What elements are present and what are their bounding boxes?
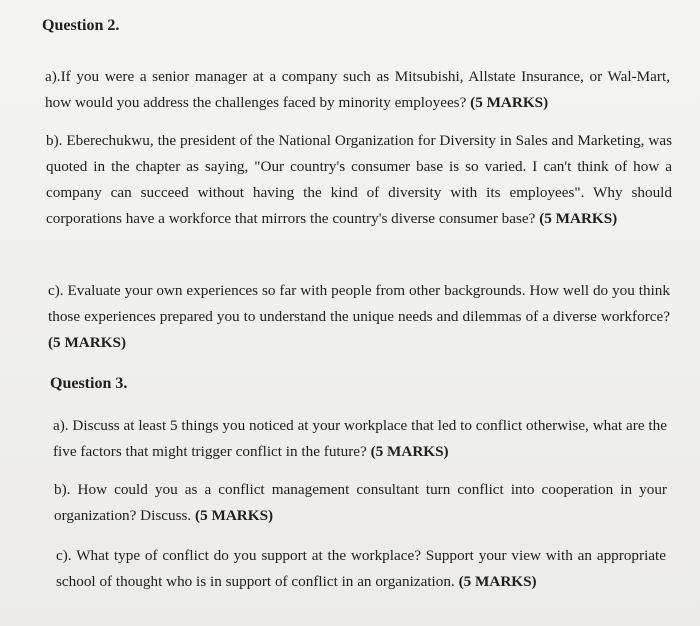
question-3-heading: Question 3. [50,375,128,392]
question-3a-marks: (5 MARKS) [370,443,449,460]
question-2a-marks: (5 MARKS) [470,94,549,111]
question-3b-text: b). How could you as a conflict management consultant turn conflict into cooperation in your organization? Discuss. [54,481,667,524]
question-2b [46,128,672,232]
question-2-heading: Question 2. [42,17,120,34]
question-2a-text: a).If you were a senior manager at a company such as Mitsubishi, Allstate Insurance, or Wal-Mart, how would you address the challenges faced by minority employees? [45,68,670,111]
question-3b [54,477,667,529]
question-3c-text: c). What type of conflict do you support at the workplace? Support your view with an appropriate school of thought who is in support of conflict in an organization. [56,547,666,590]
question-2b-marks: (5 MARKS) [539,210,618,227]
question-2c-marks: (5 MARKS) [48,334,127,351]
question-2c [48,278,670,356]
question-2a [45,64,670,116]
question-3a-text: a). Discuss at least 5 things you noticed at your workplace that led to conflict otherwise, what are the five factors that might trigger conflict in the future? [53,417,667,460]
question-3a [53,413,667,465]
question-2b-text: b). Eberechukwu, the president of the National Organization for Diversity in Sales and Marketing, was quoted in the chapter as saying, "Our country's consumer base is so varied. I can't think of how a company can succeed without having the kind of diversity with its employees". Why should corporations have a workforce that mirrors the country's diverse consumer base? [46,132,672,227]
question-2c-text: c). Evaluate your own experiences so far with people from other backgrounds. How well do you think those experiences prepared you to understand the unique needs and dilemmas of a diverse workforce? [48,282,670,325]
question-3c-marks: (5 MARKS) [458,573,537,590]
question-3b-marks: (5 MARKS) [195,507,274,524]
question-3c [56,543,666,595]
